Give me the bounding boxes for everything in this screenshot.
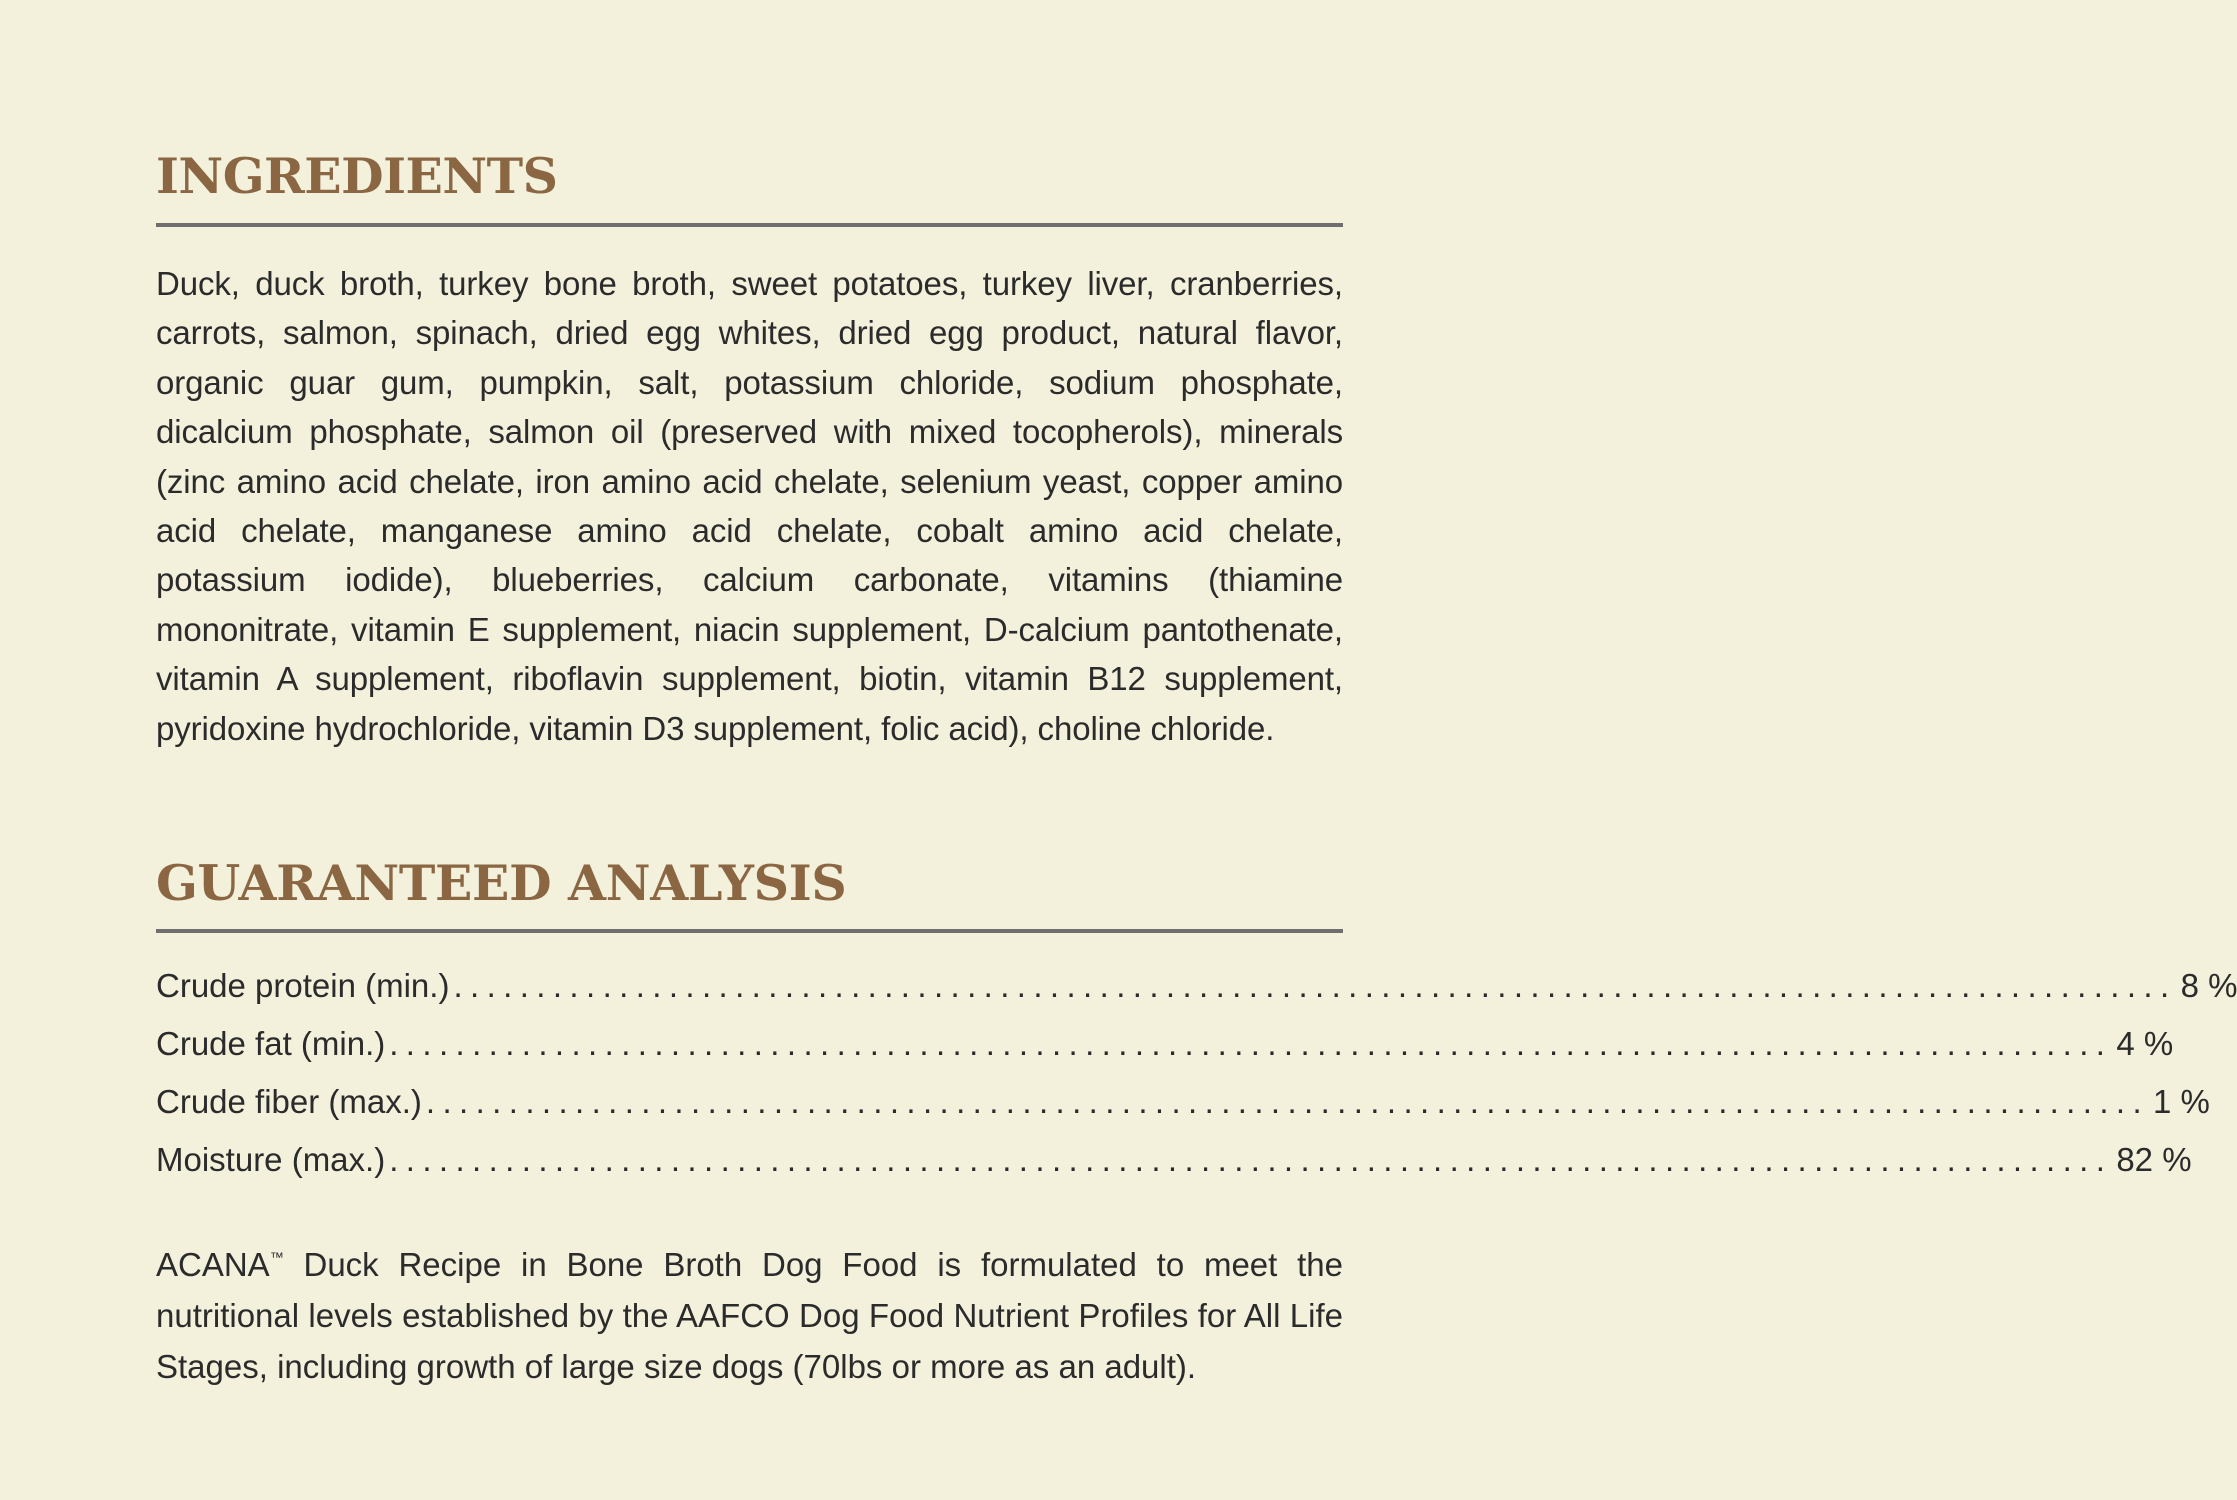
analysis-row-protein: [156, 957, 2237, 1015]
analysis-value: 82 %: [2116, 1141, 2192, 1178]
ingredients-divider: [156, 223, 1343, 227]
leader-dots: ........................................................................................................: [453, 967, 2177, 1004]
statement-text: Duck Recipe in Bone Broth Dog Food is formulated to meet the nutritional levels established by the AAFCO Dog Food Nutrient Profiles for All Life Stages, including growth of large size dogs (70lbs or more as an adult).: [156, 1246, 1343, 1385]
brand-name: ACANA: [156, 1246, 270, 1283]
leader-dots: ........................................................................................................: [425, 1083, 2150, 1120]
analysis-heading: GUARANTEED ANALYSIS: [156, 854, 847, 912]
analysis-table: [156, 957, 2237, 1189]
trademark-symbol: ™: [269, 1249, 284, 1265]
ingredients-heading: INGREDIENTS: [156, 147, 558, 205]
analysis-label: Crude fat (min.): [156, 1025, 386, 1062]
analysis-value: 1 %: [2153, 1083, 2210, 1120]
analysis-row-moisture: [156, 1131, 2192, 1189]
leader-dots: ........................................................................................................: [389, 1025, 2113, 1062]
analysis-row-fat: [156, 1015, 2174, 1073]
analysis-value: 4 %: [2116, 1025, 2174, 1062]
aafco-statement: [156, 1232, 1343, 1392]
ingredients-text: Duck, duck broth, turkey bone broth, sweet potatoes, turkey liver, cranberries, carrots, salmon, spinach, dried egg whites, dried egg product, natural flavor, organic guar gum, pumpkin, salt, potassium chloride, sodium phosphate, dicalcium phosphate, salmon oil (preserved with mixed tocopherols), minerals (zinc amino acid chelate, iron amino acid chelate, selenium yeast, copper amino acid chelate, manganese amino acid chelate, cobalt amino acid chelate, potassium iodide), blueberries, calcium carbonate, vitamins (thiamine mononitrate, vitamin E supplement, niacin supplement, D-calcium pantothenate, vitamin A supplement, riboflavin supplement, biotin, vitamin B12 supplement, pyridoxine hydrochloride, vitamin D3 supplement, folic acid), choline chloride.: [156, 265, 1343, 747]
analysis-value: 8 %: [2180, 967, 2237, 1004]
analysis-divider: [156, 929, 1343, 933]
analysis-label: Crude protein (min.): [156, 967, 450, 1004]
analysis-row-fiber: [156, 1073, 2210, 1131]
leader-dots: ........................................................................................................: [389, 1141, 2113, 1178]
analysis-label: Moisture (max.): [156, 1141, 386, 1178]
analysis-label: Crude fiber (max.): [156, 1083, 422, 1120]
